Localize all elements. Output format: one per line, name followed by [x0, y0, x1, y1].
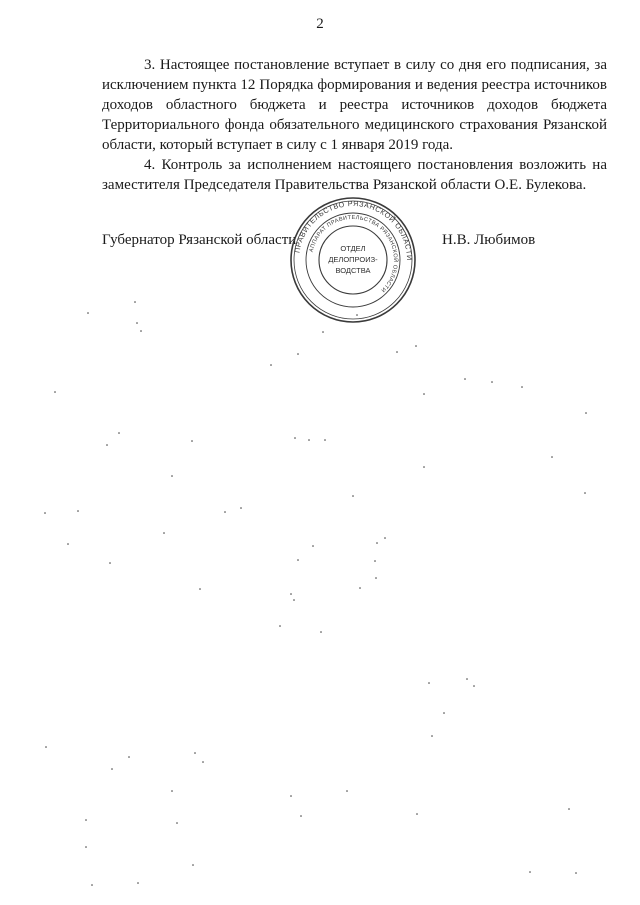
scan-speck — [356, 314, 358, 316]
paragraph-4: 4. Контроль за исполнением настоящего постановления возложить на заместителя Председателя Правительства Рязанской области О.Е. Булекова. — [102, 157, 607, 193]
scan-speck — [191, 440, 193, 442]
scan-speck — [44, 512, 46, 514]
scan-speck — [324, 439, 326, 441]
scan-speck — [376, 542, 378, 544]
scan-speck — [77, 510, 79, 512]
scan-speck — [163, 532, 165, 534]
scan-speck — [270, 364, 272, 366]
scan-speck — [464, 378, 466, 380]
scan-speck — [320, 631, 322, 633]
scan-speck — [171, 475, 173, 477]
scan-speck — [240, 507, 242, 509]
scan-speck — [374, 560, 376, 562]
scan-speck — [87, 312, 89, 314]
signer-title: Губернатор Рязанской области — [102, 232, 297, 248]
scan-speck — [415, 345, 417, 347]
scan-speck — [45, 746, 47, 748]
scan-speck — [134, 301, 136, 303]
scan-speck — [202, 761, 204, 763]
scan-speck — [568, 808, 570, 810]
scan-speck — [308, 439, 310, 441]
scan-speck — [322, 331, 324, 333]
scan-speck — [85, 819, 87, 821]
scan-speck — [54, 391, 56, 393]
seal-center-line-1: ОТДЕЛ — [340, 244, 366, 253]
scan-speck — [300, 815, 302, 817]
scan-speck — [575, 872, 577, 874]
scan-speck — [491, 381, 493, 383]
scan-speck — [128, 756, 130, 758]
scan-speck — [423, 393, 425, 395]
scan-speck — [431, 735, 433, 737]
scan-speck — [312, 545, 314, 547]
signer-name: Н.В. Любимов — [442, 232, 536, 248]
scan-speck — [423, 466, 425, 468]
seal-center-line-2: ДЕЛОПРОИЗ- — [328, 255, 378, 264]
scan-speck — [199, 588, 201, 590]
scan-speck — [529, 871, 531, 873]
scan-speck — [106, 444, 108, 446]
scan-speck — [551, 456, 553, 458]
scan-speck — [85, 846, 87, 848]
scan-speck — [359, 587, 361, 589]
scan-speck — [290, 795, 292, 797]
seal-inner-text: АППАРАТ ПРАВИТЕЛЬСТВА РЯЗАНСКОЙ ОБЛАСТИ — [308, 214, 399, 294]
scan-speck — [443, 712, 445, 714]
seal-graphic — [288, 195, 418, 325]
paragraph-3: 3. Настоящее постановление вступает в силу со дня его подписания, за исключением пункта 12 Порядка формирования и ведения реестра источников доходов областного бюджета и реестра источников доходов бюджета Территориального фонда обязательного медицинского страхования Рязанской области, который вступает в силу с 1 января 2019 года. — [102, 57, 607, 153]
page-number: 2 — [316, 16, 324, 32]
scan-speck — [290, 593, 292, 595]
scan-speck — [111, 768, 113, 770]
scan-speck — [521, 386, 523, 388]
scan-speck — [192, 864, 194, 866]
scan-speck — [297, 353, 299, 355]
document-body — [102, 55, 607, 195]
scan-speck — [396, 351, 398, 353]
scan-speck — [384, 537, 386, 539]
scan-speck — [91, 884, 93, 886]
scan-speck — [293, 599, 295, 601]
scan-speck — [473, 685, 475, 687]
scan-speck — [375, 577, 377, 579]
scan-speck — [294, 437, 296, 439]
scan-speck — [171, 790, 173, 792]
scan-speck — [352, 495, 354, 497]
scan-speck — [279, 625, 281, 627]
scan-speck — [416, 813, 418, 815]
seal-center-line-3: ВОДСТВА — [335, 266, 371, 275]
official-seal-stamp — [288, 195, 418, 325]
scan-speck — [466, 678, 468, 680]
seal-outer-text: ПРАВИТЕЛЬСТВО РЯЗАНСКОЙ ОБЛАСТИ — [292, 198, 415, 262]
scan-speck — [136, 322, 138, 324]
scan-speck — [584, 492, 586, 494]
scan-speck — [176, 822, 178, 824]
scan-speck — [297, 559, 299, 561]
scan-speck — [109, 562, 111, 564]
scan-speck — [224, 511, 226, 513]
scan-speck — [428, 682, 430, 684]
scan-speck — [585, 412, 587, 414]
scan-speck — [118, 432, 120, 434]
scan-speck — [140, 330, 142, 332]
scan-speck — [194, 752, 196, 754]
scan-speck — [67, 543, 69, 545]
scan-speck — [346, 790, 348, 792]
scan-speck — [137, 882, 139, 884]
